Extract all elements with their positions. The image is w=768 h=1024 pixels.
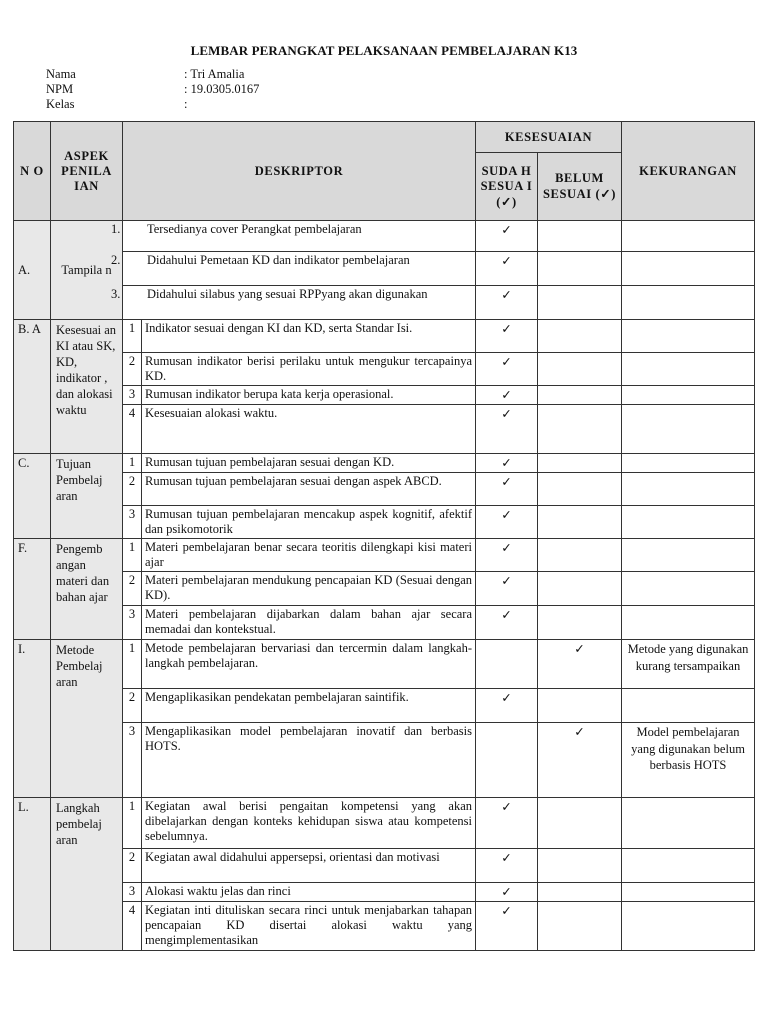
item-number: 2 bbox=[123, 849, 142, 883]
sudah-sesuai-cell bbox=[476, 454, 538, 473]
belum-sesuai-cell bbox=[538, 539, 622, 572]
sudah-sesuai-cell bbox=[476, 353, 538, 386]
section-number: I. bbox=[14, 640, 51, 798]
descriptor-cell bbox=[111, 252, 476, 286]
header-aspek: ASPEK PENILA IAN bbox=[51, 122, 123, 221]
checkmark-icon: ✓ bbox=[501, 885, 512, 899]
sudah-sesuai-cell bbox=[476, 405, 538, 454]
info-value: : 19.0305.0167 bbox=[184, 82, 260, 96]
descriptor-text: Indikator sesuai dengan KI dan KD, serta Standar Isi. bbox=[142, 320, 476, 353]
descriptor-text: Didahului Pemetaan KD dan indikator pembelajaran bbox=[147, 253, 410, 267]
section-aspect: Metode Pembelaj aran bbox=[51, 640, 123, 798]
belum-sesuai-cell bbox=[538, 473, 622, 506]
info-label: Kelas bbox=[46, 97, 75, 111]
sudah-sesuai-cell bbox=[476, 849, 538, 883]
sudah-sesuai-cell bbox=[476, 798, 538, 849]
item-number: 2 bbox=[123, 353, 142, 386]
table-row bbox=[14, 849, 755, 883]
item-number: 1 bbox=[123, 454, 142, 473]
kekurangan-cell: Metode yang digunakan kurang tersampaikan bbox=[622, 640, 755, 689]
header-kekurangan: KEKURANGAN bbox=[622, 122, 755, 221]
checkmark-icon: ✓ bbox=[501, 223, 512, 237]
item-number: 1 bbox=[123, 539, 142, 572]
item-number: 1 bbox=[123, 640, 142, 689]
header-deskriptor: DESKRIPTOR bbox=[123, 122, 476, 221]
descriptor-text: Materi pembelajaran mendukung pencapaian KD (Sesuai dengan KD). bbox=[142, 572, 476, 606]
checkmark-icon: ✓ bbox=[501, 388, 512, 402]
sudah-sesuai-cell bbox=[476, 539, 538, 572]
info-row-kelas bbox=[46, 97, 259, 112]
item-number: 1 bbox=[123, 798, 142, 849]
descriptor-text: Metode pembelajaran bervariasi dan tercermin dalam langkah-langkah pembelajaran. bbox=[142, 640, 476, 689]
item-number: 2 bbox=[123, 689, 142, 723]
checkmark-icon: ✓ bbox=[574, 725, 585, 739]
belum-sesuai-cell bbox=[538, 689, 622, 723]
belum-sesuai-cell bbox=[538, 640, 622, 689]
item-number: 1. bbox=[111, 222, 121, 236]
belum-sesuai-cell bbox=[538, 572, 622, 606]
checkmark-icon: ✓ bbox=[501, 800, 512, 814]
checkmark-icon: ✓ bbox=[574, 642, 585, 656]
kekurangan-cell bbox=[622, 506, 755, 539]
kekurangan-cell bbox=[622, 473, 755, 506]
checkmark-icon: ✓ bbox=[501, 322, 512, 336]
descriptor-text: Kegiatan awal berisi pengaitan kompetensi yang akan dibelajarkan dengan konteks kehidupan siswa atau kompetensi sebelumnya. bbox=[142, 798, 476, 849]
descriptor-cell bbox=[111, 221, 476, 252]
item-number: 3. bbox=[111, 287, 121, 301]
item-number: 3 bbox=[123, 883, 142, 902]
kekurangan-cell bbox=[622, 902, 755, 951]
kekurangan-cell bbox=[622, 454, 755, 473]
table-row bbox=[14, 902, 755, 951]
item-number: 3 bbox=[123, 386, 142, 405]
table-row bbox=[14, 883, 755, 902]
section-aspect: Langkah pembelaj aran bbox=[51, 798, 123, 951]
checkmark-icon: ✓ bbox=[501, 851, 512, 865]
kekurangan-cell bbox=[622, 405, 755, 454]
checkmark-icon: ✓ bbox=[501, 475, 512, 489]
kekurangan-cell bbox=[622, 252, 755, 286]
section-number: A. bbox=[14, 221, 51, 320]
belum-sesuai-cell bbox=[538, 320, 622, 353]
descriptor-text: Kegiatan inti dituliskan secara rinci untuk menjabarkan tahapan pencapaian KD disertai alokasi waktu yang mengimplementasikan bbox=[142, 902, 476, 951]
kekurangan-cell bbox=[622, 221, 755, 252]
info-label: Nama bbox=[46, 67, 76, 81]
table-row bbox=[14, 454, 755, 473]
section-aspect: Tujuan Pembelaj aran bbox=[51, 454, 123, 539]
item-number: 2 bbox=[123, 473, 142, 506]
descriptor-text: Kesesuaian alokasi waktu. bbox=[142, 405, 476, 454]
sudah-sesuai-cell bbox=[476, 252, 538, 286]
item-number: 4 bbox=[123, 902, 142, 951]
kekurangan-cell bbox=[622, 353, 755, 386]
info-label: NPM bbox=[46, 82, 74, 96]
sudah-sesuai-cell bbox=[476, 286, 538, 320]
descriptor-text: Alokasi waktu jelas dan rinci bbox=[142, 883, 476, 902]
sudah-sesuai-cell bbox=[476, 902, 538, 951]
section-aspect: Pengemb angan materi dan bahan ajar bbox=[51, 539, 123, 640]
checkmark-icon: ✓ bbox=[501, 904, 512, 918]
section-number: C. bbox=[14, 454, 51, 539]
kekurangan-cell bbox=[622, 320, 755, 353]
descriptor-text: Mengaplikasikan model pembelajaran inovatif dan berbasis HOTS. bbox=[142, 723, 476, 798]
table-row bbox=[14, 286, 755, 320]
belum-sesuai-cell bbox=[538, 798, 622, 849]
checkmark-icon: ✓ bbox=[501, 288, 512, 302]
belum-sesuai-cell bbox=[538, 883, 622, 902]
table-row bbox=[14, 405, 755, 454]
sudah-sesuai-cell bbox=[476, 689, 538, 723]
kekurangan-cell bbox=[622, 883, 755, 902]
table-row bbox=[14, 386, 755, 405]
checkmark-icon: ✓ bbox=[501, 574, 512, 588]
table-row bbox=[14, 506, 755, 539]
kekurangan-cell bbox=[622, 606, 755, 640]
belum-sesuai-cell bbox=[538, 723, 622, 798]
assessment-table bbox=[13, 121, 755, 951]
belum-sesuai-cell bbox=[538, 606, 622, 640]
belum-sesuai-cell bbox=[538, 849, 622, 883]
checkmark-icon: ✓ bbox=[501, 608, 512, 622]
belum-sesuai-cell bbox=[538, 353, 622, 386]
table-row bbox=[14, 353, 755, 386]
descriptor-text: Rumusan tujuan pembelajaran sesuai dengan KD. bbox=[142, 454, 476, 473]
table-body bbox=[14, 221, 755, 951]
table-row bbox=[14, 798, 755, 849]
descriptor-text: Kegiatan awal didahului appersepsi, orientasi dan motivasi bbox=[142, 849, 476, 883]
info-value: : Tri Amalia bbox=[184, 67, 245, 81]
descriptor-text: Rumusan tujuan pembelajaran sesuai dengan aspek ABCD. bbox=[142, 473, 476, 506]
identity-info bbox=[46, 67, 259, 112]
descriptor-text: Didahului silabus yang sesuai RPPyang akan digunakan bbox=[147, 287, 428, 301]
sudah-sesuai-cell bbox=[476, 883, 538, 902]
section-aspect: Kesesuai an KI atau SK, KD, indikator , dan alokasi waktu bbox=[51, 320, 123, 454]
checkmark-icon: ✓ bbox=[501, 407, 512, 421]
belum-sesuai-cell bbox=[538, 506, 622, 539]
table-row bbox=[14, 606, 755, 640]
header-no: N O bbox=[14, 122, 51, 221]
sudah-sesuai-cell bbox=[476, 606, 538, 640]
checkmark-icon: ✓ bbox=[501, 355, 512, 369]
belum-sesuai-cell bbox=[538, 405, 622, 454]
kekurangan-cell bbox=[622, 849, 755, 883]
table-row bbox=[14, 252, 755, 286]
header-kesesuaian: KESESUAIAN bbox=[476, 122, 622, 153]
belum-sesuai-cell bbox=[538, 902, 622, 951]
descriptor-text: Rumusan tujuan pembelajaran mencakup aspek kognitif, afektif dan psikomotorik bbox=[142, 506, 476, 539]
belum-sesuai-cell bbox=[538, 252, 622, 286]
sudah-sesuai-cell bbox=[476, 506, 538, 539]
table-row bbox=[14, 572, 755, 606]
table-row bbox=[14, 473, 755, 506]
kekurangan-cell bbox=[622, 689, 755, 723]
sudah-sesuai-cell bbox=[476, 386, 538, 405]
info-row-npm bbox=[46, 82, 259, 97]
section-aspect: Tampila n bbox=[51, 221, 123, 320]
checkmark-icon: ✓ bbox=[501, 541, 512, 555]
descriptor-text: Rumusan indikator berisi perilaku untuk mengukur tercapainya KD. bbox=[142, 353, 476, 386]
header-sudah-sesuai: SUDA H SESUA I (✓) bbox=[476, 153, 538, 221]
kekurangan-cell: Model pembelajaran yang digunakan belum berbasis HOTS bbox=[622, 723, 755, 798]
belum-sesuai-cell bbox=[538, 454, 622, 473]
descriptor-cell bbox=[111, 286, 476, 320]
belum-sesuai-cell bbox=[538, 221, 622, 252]
table-row bbox=[14, 320, 755, 353]
kekurangan-cell bbox=[622, 798, 755, 849]
kekurangan-cell bbox=[622, 572, 755, 606]
page-title: LEMBAR PERANGKAT PELAKSANAAN PEMBELAJARAN K13 bbox=[190, 43, 578, 58]
header-belum-sesuai: BELUM SESUAI (✓) bbox=[538, 153, 622, 221]
sudah-sesuai-cell bbox=[476, 572, 538, 606]
item-number: 3 bbox=[123, 506, 142, 539]
belum-sesuai-cell bbox=[538, 286, 622, 320]
item-number: 2. bbox=[111, 253, 121, 267]
sudah-sesuai-cell bbox=[476, 723, 538, 798]
sudah-sesuai-cell bbox=[476, 320, 538, 353]
kekurangan-cell bbox=[622, 386, 755, 405]
item-number: 3 bbox=[123, 606, 142, 640]
kekurangan-cell bbox=[622, 539, 755, 572]
info-row-nama bbox=[46, 67, 259, 82]
table-row bbox=[14, 221, 755, 252]
belum-sesuai-cell bbox=[538, 386, 622, 405]
descriptor-text: Materi pembelajaran benar secara teoritis dilengkapi kisi materi ajar bbox=[142, 539, 476, 572]
checkmark-icon: ✓ bbox=[501, 508, 512, 522]
descriptor-text: Tersedianya cover Perangkat pembelajaran bbox=[147, 222, 362, 236]
checkmark-icon: ✓ bbox=[501, 254, 512, 268]
kekurangan-cell bbox=[622, 286, 755, 320]
table-row bbox=[14, 689, 755, 723]
table-row bbox=[14, 723, 755, 798]
sudah-sesuai-cell bbox=[476, 221, 538, 252]
info-value: : bbox=[184, 97, 188, 111]
sudah-sesuai-cell bbox=[476, 473, 538, 506]
checkmark-icon: ✓ bbox=[501, 691, 512, 705]
item-number: 2 bbox=[123, 572, 142, 606]
table-row bbox=[14, 640, 755, 689]
checkmark-icon: ✓ bbox=[501, 456, 512, 470]
item-number: 3 bbox=[123, 723, 142, 798]
descriptor-text: Rumusan indikator berupa kata kerja operasional. bbox=[142, 386, 476, 405]
section-number: F. bbox=[14, 539, 51, 640]
table-row bbox=[14, 539, 755, 572]
descriptor-text: Materi pembelajaran dijabarkan dalam bahan ajar secara memadai dan kontekstual. bbox=[142, 606, 476, 640]
sudah-sesuai-cell bbox=[476, 640, 538, 689]
section-number: L. bbox=[14, 798, 51, 951]
descriptor-text: Mengaplikasikan pendekatan pembelajaran saintifik. bbox=[142, 689, 476, 723]
item-number: 1 bbox=[123, 320, 142, 353]
section-number: B. A bbox=[14, 320, 51, 454]
item-number: 4 bbox=[123, 405, 142, 454]
